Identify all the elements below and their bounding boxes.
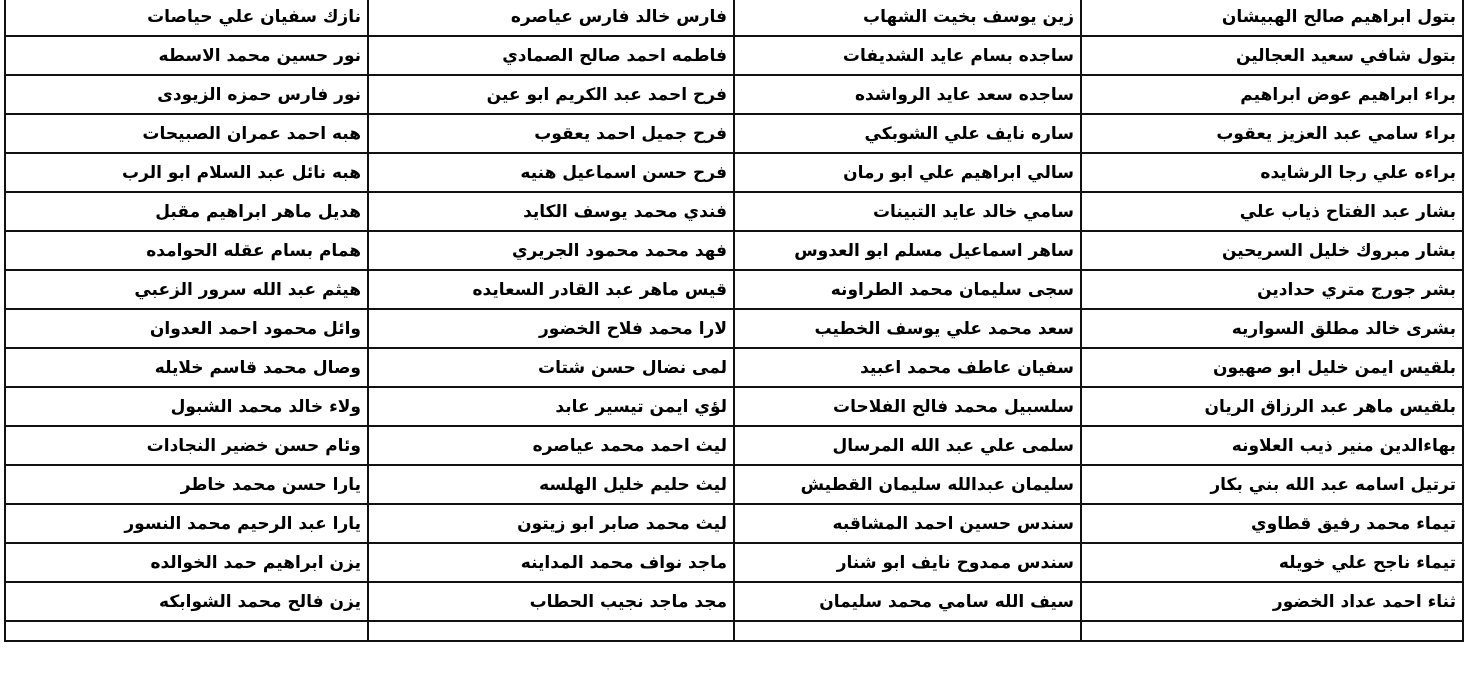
table-row — [5, 153, 1463, 192]
name-cell: يارا حسن محمد خاطر — [5, 465, 368, 504]
name-cell: ساهر اسماعيل مسلم ابو العدوس — [734, 231, 1081, 270]
table-row — [5, 75, 1463, 114]
empty-cell — [1081, 621, 1463, 641]
name-cell: بلقيس ماهر عبد الرزاق الريان — [1081, 387, 1463, 426]
name-cell: قيس ماهر عبد القادر السعايده — [368, 270, 734, 309]
names-table-body — [5, 0, 1463, 641]
name-cell: سلسبيل محمد فالح الفلاحات — [734, 387, 1081, 426]
name-cell: نازك سفيان علي حياصات — [5, 0, 368, 36]
name-cell: هبه احمد عمران الصبيحات — [5, 114, 368, 153]
name-cell: ساجده سعد عايد الرواشده — [734, 75, 1081, 114]
table-row — [5, 582, 1463, 621]
name-cell: سليمان عبدالله سليمان القطيش — [734, 465, 1081, 504]
empty-cell — [5, 621, 368, 641]
table-row — [5, 348, 1463, 387]
name-cell: ليث محمد صابر ابو زيتون — [368, 504, 734, 543]
name-cell: همام بسام عقله الحوامده — [5, 231, 368, 270]
name-cell: ولاء خالد محمد الشبول — [5, 387, 368, 426]
name-cell: بشرى خالد مطلق السواريه — [1081, 309, 1463, 348]
name-cell: ساره نايف علي الشوبكي — [734, 114, 1081, 153]
name-cell: سيف الله سامي محمد سليمان — [734, 582, 1081, 621]
name-cell: هبه نائل عبد السلام ابو الرب — [5, 153, 368, 192]
name-cell: سالي ابراهيم علي ابو رمان — [734, 153, 1081, 192]
table-row — [5, 504, 1463, 543]
name-cell: فاطمه احمد صالح الصمادي — [368, 36, 734, 75]
table-row-cut-off — [5, 621, 1463, 641]
name-cell: لؤي ايمن تيسير عابد — [368, 387, 734, 426]
name-cell: لارا محمد فلاح الخضور — [368, 309, 734, 348]
name-cell: بتول شافي سعيد العجالين — [1081, 36, 1463, 75]
table-row — [5, 192, 1463, 231]
name-cell: زين يوسف بخيت الشهاب — [734, 0, 1081, 36]
name-cell: وصال محمد قاسم خلايله — [5, 348, 368, 387]
table-row — [5, 426, 1463, 465]
name-cell: ليث حليم خليل الهلسه — [368, 465, 734, 504]
name-cell: يارا عبد الرحيم محمد النسور — [5, 504, 368, 543]
name-cell: وائل محمود احمد العدوان — [5, 309, 368, 348]
name-cell: سامي خالد عايد التبينات — [734, 192, 1081, 231]
table-row — [5, 387, 1463, 426]
name-cell: فرح احمد عبد الكريم ابو عين — [368, 75, 734, 114]
name-cell: نور حسين محمد الاسطه — [5, 36, 368, 75]
name-cell: هيثم عبد الله سرور الزعبي — [5, 270, 368, 309]
name-cell: بهاءالدين منير ذيب العلاونه — [1081, 426, 1463, 465]
table-row — [5, 231, 1463, 270]
name-cell: فرح جميل احمد يعقوب — [368, 114, 734, 153]
name-cell: لمى نضال حسن شتات — [368, 348, 734, 387]
table-row — [5, 36, 1463, 75]
name-cell: سلمى علي عبد الله المرسال — [734, 426, 1081, 465]
name-cell: بشر جورج متري حدادين — [1081, 270, 1463, 309]
table-row — [5, 0, 1463, 36]
name-cell: فارس خالد فارس عياصره — [368, 0, 734, 36]
name-cell: وئام حسن خضير النجادات — [5, 426, 368, 465]
name-cell: فندي محمد يوسف الكايد — [368, 192, 734, 231]
name-cell: هديل ماهر ابراهيم مقبل — [5, 192, 368, 231]
table-row — [5, 465, 1463, 504]
name-cell: سجى سليمان محمد الطراونه — [734, 270, 1081, 309]
name-cell: ماجد نواف محمد المداينه — [368, 543, 734, 582]
name-cell: ثناء احمد عداد الخضور — [1081, 582, 1463, 621]
name-cell: نور فارس حمزه الزيودى — [5, 75, 368, 114]
name-cell: سفيان عاطف محمد اعبيد — [734, 348, 1081, 387]
name-cell: يزن ابراهيم حمد الخوالده — [5, 543, 368, 582]
empty-cell — [368, 621, 734, 641]
table-row — [5, 309, 1463, 348]
name-cell: براء ابراهيم عوض ابراهيم — [1081, 75, 1463, 114]
name-cell: تيماء ناجح علي خويله — [1081, 543, 1463, 582]
name-cell: تيماء محمد رفيق قطاوي — [1081, 504, 1463, 543]
name-cell: يزن فالح محمد الشوابكه — [5, 582, 368, 621]
name-cell: بشار عبد الفتاح ذياب علي — [1081, 192, 1463, 231]
name-cell: ساجده بسام عايد الشديفات — [734, 36, 1081, 75]
name-cell: بتول ابراهيم صالح الهبيشان — [1081, 0, 1463, 36]
name-cell: فرح حسن اسماعيل هنيه — [368, 153, 734, 192]
table-row — [5, 543, 1463, 582]
name-cell: بشار مبروك خليل السريحين — [1081, 231, 1463, 270]
name-cell: براءه علي رجا الرشايده — [1081, 153, 1463, 192]
table-row — [5, 114, 1463, 153]
name-cell: بلقيس ايمن خليل ابو صهيون — [1081, 348, 1463, 387]
names-table — [4, 0, 1464, 642]
empty-cell — [734, 621, 1081, 641]
name-cell: سعد محمد علي يوسف الخطيب — [734, 309, 1081, 348]
name-cell: فهد محمد محمود الجريري — [368, 231, 734, 270]
name-cell: سندس ممدوح نايف ابو شنار — [734, 543, 1081, 582]
name-cell: براء سامي عبد العزيز يعقوب — [1081, 114, 1463, 153]
name-cell: سندس حسين احمد المشاقبه — [734, 504, 1081, 543]
name-cell: مجد ماجد نجيب الحطاب — [368, 582, 734, 621]
table-row — [5, 270, 1463, 309]
name-cell: ليث احمد محمد عياصره — [368, 426, 734, 465]
name-cell: ترتيل اسامه عبد الله بني بكار — [1081, 465, 1463, 504]
